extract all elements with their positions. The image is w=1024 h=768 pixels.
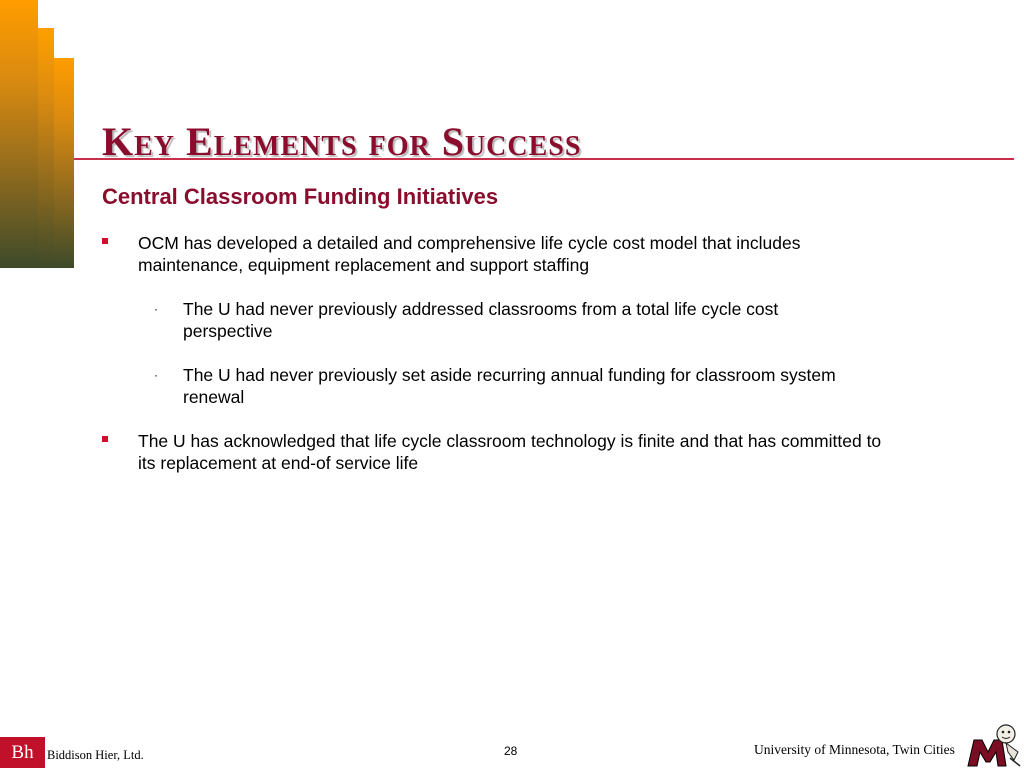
bullet-text: OCM has developed a detailed and comprehensive life cycle cost model that includes maintenance, equipment replacement and support staffing (138, 233, 801, 275)
square-bullet-icon (102, 238, 108, 244)
sub-bullet-item (102, 298, 863, 342)
slide-body (102, 232, 902, 496)
dot-bullet-icon: · (154, 368, 158, 382)
company-logo: Bh (0, 737, 45, 768)
slide-subtitle: Central Classroom Funding Initiatives (102, 184, 499, 209)
page-number: 28 (504, 744, 518, 758)
dot-bullet-icon: · (154, 302, 158, 316)
gradient-bar (54, 58, 74, 268)
square-bullet-icon (102, 436, 108, 442)
company-name: Biddison Hier, Ltd. (47, 748, 144, 762)
sub-bullet-text: The U had never previously set aside recurring annual funding for classroom system renewal (183, 365, 836, 407)
sub-bullet-text: The U had never previously addressed classrooms from a total life cycle cost perspective (183, 299, 779, 341)
bullet-item (102, 430, 902, 474)
sub-bullet-item (102, 364, 863, 408)
bullet-item (102, 232, 902, 276)
slide-title: Key Elements for Success (102, 119, 582, 164)
university-name: University of Minnesota, Twin Cities (754, 742, 955, 757)
title-divider (74, 158, 1014, 160)
gradient-bar (0, 0, 38, 268)
bullet-text: The U has acknowledged that life cycle classroom technology is finite and that has committed to its replacement at end-of service life (138, 431, 882, 473)
gradient-bar (38, 28, 54, 268)
gopher-mascot-icon (966, 722, 1022, 768)
